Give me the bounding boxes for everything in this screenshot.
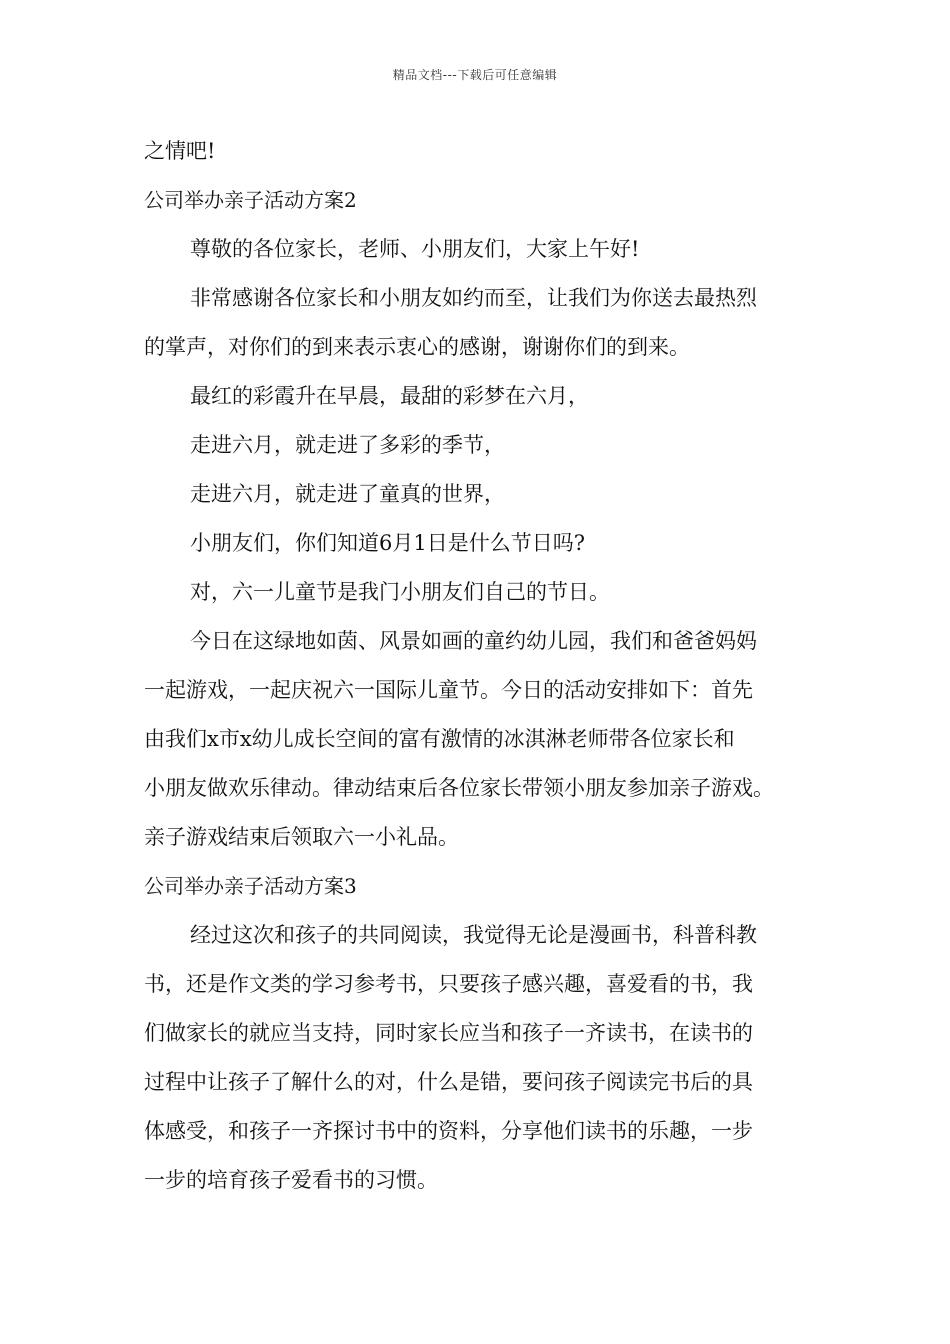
section-heading: 公司举办亲子活动方案2 xyxy=(144,188,357,212)
text-line: 小朋友们，你们知道6月1日是什么节日吗? xyxy=(190,531,585,555)
text-line: 尊敬的各位家长，老师、小朋友们，大家上午好! xyxy=(190,237,640,261)
text-line: 对，六一儿童节是我门小朋友们自己的节日。 xyxy=(190,580,610,604)
text-line: 之情吧! xyxy=(144,139,216,163)
text-line: 亲子游戏结束后领取六一小礼品。 xyxy=(144,825,459,849)
text-line: 经过这次和孩子的共同阅读，我觉得无论是漫画书，科普科教 xyxy=(190,923,757,947)
text-line: 们做家长的就应当支持，同时家长应当和孩子一齐读书，在读书的 xyxy=(144,1021,753,1045)
text-line: 一步的培育孩子爱看书的习惯。 xyxy=(144,1168,438,1192)
text-line: 由我们x市x幼儿成长空间的富有激情的冰淇淋老师带各位家长和 xyxy=(144,727,735,751)
text-line: 的掌声，对你们的到来表示衷心的感谢，谢谢你们的到来。 xyxy=(144,335,690,359)
page-header: 精品文档---下载后可任意编辑 xyxy=(392,68,558,82)
text-line: 走进六月，就走进了童真的世界， xyxy=(190,482,505,506)
text-line: 非常感谢各位家长和小朋友如约而至，让我们为你送去最热烈 xyxy=(190,286,757,310)
text-line: 小朋友做欢乐律动。律动结束后各位家长带领小朋友参加亲子游戏。 xyxy=(144,776,774,800)
text-line: 今日在这绿地如茵、风景如画的童约幼儿园，我们和爸爸妈妈 xyxy=(190,629,757,653)
text-line: 一起游戏，一起庆祝六一国际儿童节。今日的活动安排如下：首先 xyxy=(144,678,753,702)
text-line: 书，还是作文类的学习参考书，只要孩子感兴趣，喜爱看的书，我 xyxy=(144,972,753,996)
section-heading: 公司举办亲子活动方案3 xyxy=(144,874,357,898)
text-line: 走进六月，就走进了多彩的季节， xyxy=(190,433,505,457)
document-body xyxy=(144,127,816,1205)
text-line: 过程中让孩子了解什么的对，什么是错，要问孩子阅读完书后的具 xyxy=(144,1070,753,1094)
text-line: 体感受，和孩子一齐探讨书中的资料，分享他们读书的乐趣，一步 xyxy=(144,1119,753,1143)
text-line: 最红的彩霞升在早晨，最甜的彩梦在六月， xyxy=(190,384,589,408)
